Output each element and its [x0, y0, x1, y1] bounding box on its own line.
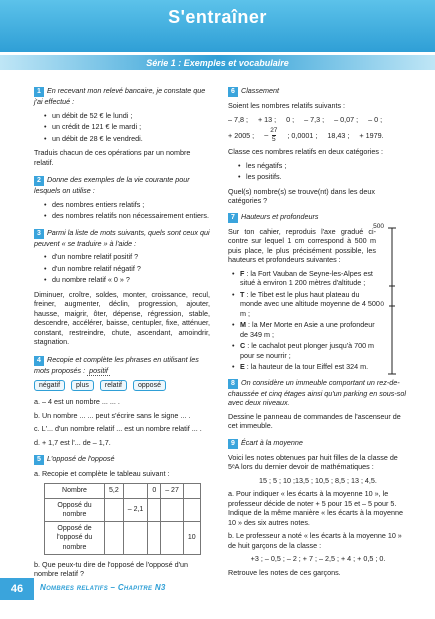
- list-item: • des nombres relatifs non nécessairement entiers.: [44, 211, 210, 221]
- list-item: • un débit de 28 € le vendredi.: [44, 134, 210, 144]
- axis-label-0: 0: [380, 300, 384, 308]
- exercise-7-question: [228, 212, 408, 223]
- exercise-number: 6: [228, 87, 238, 97]
- question-text: Classement: [241, 86, 279, 95]
- question-text: Donne des exemples de la vie courante pour lesquels on utilise :: [34, 175, 190, 195]
- exercise-3-list: [44, 252, 210, 285]
- table-cell: – 2,1: [123, 498, 148, 521]
- exercise-3-question: [34, 228, 210, 249]
- item-text: le cachalot peut plonger jusqu'à 700 m pour se nourrir ;: [240, 341, 375, 360]
- exercise-7: [228, 212, 408, 372]
- right-column: [228, 86, 408, 581]
- item-letter: M: [240, 320, 246, 329]
- axis-label-500: 500: [373, 222, 384, 230]
- list-item: • d'un nombre relatif négatif ?: [44, 264, 210, 274]
- exercise-4-question: [34, 355, 210, 377]
- table-cell: [123, 483, 148, 498]
- question-text: Recopie et complète les phrases en utilisant les mots proposés :: [34, 354, 199, 375]
- exercise-number: 2: [34, 176, 44, 186]
- exercise-9-b: b. Le professeur a noté « les écarts à la moyenne 10 » de huit garçons de la classe :: [228, 531, 402, 550]
- table-cell: – 27: [161, 483, 184, 498]
- exercise-5-question-b: b. Que peux-tu dire de l'opposé de l'opposé d'un nombre relatif ?: [34, 559, 188, 579]
- number-item: – 0,07 ;: [334, 114, 359, 124]
- table-cell: [183, 498, 200, 521]
- item-letter: E: [240, 362, 245, 371]
- item-text: le Tibet est le plus haut plateau du monde avec une altitude moyenne de 4 500 m ;: [240, 289, 380, 318]
- sentence-a: a. – 4 est un nombre ... ... .: [34, 397, 120, 407]
- number-item: 18,43 ;: [327, 130, 350, 140]
- sentence-b: b. Un nombre ... ... peut s'écrire sans le signe ... .: [34, 410, 191, 420]
- table-row: [45, 522, 201, 555]
- table-cell: [148, 522, 161, 555]
- page-header: [0, 0, 435, 52]
- list-item: • E : la hauteur de la tour Eiffel est 324 m.: [232, 362, 380, 372]
- sentence-c: c. L'... d'un nombre relatif ... est un nombre relatif ... .: [34, 424, 202, 434]
- list-item: • T : le Tibet est le plus haut plateau du monde avec une altitude moyenne de 4 500 m ;: [232, 290, 380, 319]
- axis-svg: [386, 226, 412, 376]
- exercise-number: 4: [34, 356, 44, 366]
- item-text: la hauteur de la tour Eiffel est 324 m.: [250, 362, 369, 371]
- number-item: + 2005 ;: [228, 130, 255, 140]
- exercise-6-question: [228, 86, 408, 97]
- word-tag: négatif: [34, 380, 65, 391]
- exercise-9-c: Retrouve les notes de ces garçons.: [228, 567, 341, 577]
- table-cell: [161, 522, 184, 555]
- page-number: 46: [0, 578, 34, 600]
- fraction: [270, 128, 277, 143]
- exercise-2-list: [44, 200, 210, 221]
- graduated-axis: [373, 222, 412, 376]
- exercise-7-text: Sur ton cahier, reproduis l'axe gradué ci-contre sur lequel 1 cm correspond à 500 m puis place, le plus précisément possible, les hauteurs et profondeurs suivantes :: [228, 226, 376, 264]
- table-cell: [123, 522, 148, 555]
- table-cell: [105, 498, 124, 521]
- sentence-d: d. + 1,7 est l'... de – 1,7.: [34, 437, 111, 447]
- number-item: – 7,3 ;: [304, 114, 325, 124]
- number-item: – $\frac{27}{5}$: [264, 127, 278, 143]
- list-item: • les positifs.: [238, 172, 408, 182]
- page-footer: [0, 578, 435, 602]
- number-item: + 13 ;: [257, 114, 277, 124]
- exercise-3-words: Diminuer, croître, soldes, monter, croissance, recul, freiner, augmenter, déclin, progression, ajouter, hausse, maigrir, ôter, dépense, régression, stable, descendre, accélérer, baisse, centupler, fixe, atténuer, constant, restreindre, chute, ascendant, amoindrir, stagnation.: [34, 289, 210, 346]
- word-tags: [34, 380, 210, 391]
- table-cell: 10: [183, 522, 200, 555]
- exercise-7-list: [232, 269, 380, 372]
- question-text: L'opposé de l'opposé: [47, 454, 115, 464]
- opposite-table: [44, 483, 201, 555]
- item-text: la Fort Vauban de Seyne-les-Alpes est situé à environ 1 200 mètres d'altitude ;: [240, 268, 373, 287]
- list-item: • un débit de 52 € le lundi ;: [44, 111, 210, 121]
- exercise-6-text-3: Quel(s) nombre(s) se trouve(nt) dans les deux catégories ?: [228, 186, 376, 205]
- fraction-numerator: 27: [270, 127, 278, 134]
- question-text: Hauteurs et profondeurs: [241, 211, 319, 221]
- table-cell: Opposé du nombre: [45, 498, 105, 521]
- example-word: positif: [89, 365, 108, 375]
- list-item: • un crédit de 121 € le mardi ;: [44, 122, 210, 132]
- gaps-list: +3 ; – 0,5 ; – 2 ; + 7 ; – 2,5 ; + 4 ; + 0,5 ; 0.: [250, 554, 386, 563]
- item-letter: F: [240, 268, 245, 278]
- series-title: Série 1 : Exemples et vocabulaire: [146, 58, 289, 68]
- exercise-number: 7: [228, 213, 238, 223]
- table-cell: 0: [148, 483, 161, 498]
- exercise-number: 3: [34, 229, 44, 239]
- table-row: [45, 498, 201, 521]
- exercise-1-list: [44, 111, 210, 144]
- exercise-8-text: Dessine le panneau de commandes de l'ascenseur de cet immeuble.: [228, 411, 401, 430]
- exercise-5-instruction: a. Recopie et complète le tableau suivant :: [34, 469, 170, 479]
- page-title: S'entraîner: [168, 7, 267, 27]
- number-item: 0 ;: [286, 114, 295, 124]
- item-text: la Mer Morte en Asie a une profondeur de 349 m ;: [240, 320, 375, 339]
- number-item: – 0 ;: [368, 114, 383, 124]
- list-item: • du nombre relatif « 0 » ?: [44, 275, 210, 285]
- list-item: • des nombres entiers relatifs ;: [44, 200, 210, 210]
- exercise-8-question: [228, 378, 408, 408]
- list-item: • les négatifs ;: [238, 161, 408, 171]
- list-item: • M : la Mer Morte en Asie a une profondeur de 349 m ;: [232, 320, 380, 339]
- left-column: [34, 86, 210, 583]
- word-tag: plus: [71, 380, 94, 391]
- item-letter: C: [240, 341, 246, 350]
- list-item: • d'un nombre relatif positif ?: [44, 252, 210, 262]
- chapter-title: Nombres relatifs – Chapitre N3: [40, 583, 166, 592]
- number-item: + 1979.: [359, 130, 384, 140]
- exercise-1-text: Traduis chacun de ces opérations par un nombre relatif.: [34, 148, 191, 167]
- word-tag: relatif: [100, 380, 127, 391]
- exercise-9-question: [228, 438, 408, 449]
- table-cell: [183, 483, 200, 498]
- exercise-6-text: Soient les nombres relatifs suivants :: [228, 101, 346, 110]
- exercise-number: 1: [34, 87, 44, 97]
- exercise-9-a: a. Pour indiquer « les écarts à la moyenne 10 », le professeur décide de noter + 5 pour 15 et – 5 pour 5. Indique de la même manière « les écarts à la moyenne 10 » des six autres notes.: [228, 489, 403, 527]
- exercise-9-text: Voici les notes obtenues par huit filles de la classe de 5ᵉA lors du dernier devoir de mathématiques :: [228, 452, 398, 471]
- list-item: • F : la Fort Vauban de Seyne-les-Alpes est situé à environ 1 200 mètres d'altitude ;: [232, 269, 380, 288]
- exercise-2-question: [34, 175, 210, 196]
- table-row: [45, 483, 201, 498]
- table-cell: [161, 498, 184, 521]
- exercise-number: 5: [34, 455, 44, 465]
- question-text: En recevant mon relevé bancaire, je constate que j'ai effectué :: [34, 86, 206, 106]
- exercise-1-question: [34, 86, 210, 107]
- exercise-number: 9: [228, 439, 238, 449]
- question-text: On considère un immeuble comportant un rez-de-chaussée et cinq étages ainsi qu'un parking en sous-sol avec deux niveaux.: [228, 377, 406, 407]
- exercise-6-list: [238, 161, 408, 182]
- list-item: • C : le cachalot peut plonger jusqu'à 700 m pour se nourrir ;: [232, 341, 380, 360]
- table-cell: [105, 522, 124, 555]
- number-list-1: [228, 115, 408, 125]
- number-item: – 7,8 ;: [228, 114, 248, 124]
- table-cell: 5,2: [105, 483, 124, 498]
- exercise-number: 8: [228, 379, 238, 389]
- table-cell: Nombre: [45, 483, 105, 498]
- word-tag: opposé: [133, 380, 166, 391]
- question-text: Écart à la moyenne: [241, 437, 303, 447]
- notes-list: 15 ; 5 ; 10 ;13,5 ; 10,5 ; 8,5 ; 13 ; 4,5.: [259, 475, 377, 485]
- fraction-denominator: 5: [271, 135, 276, 143]
- table-cell: Opposé de l'opposé du nombre: [45, 522, 105, 555]
- exercise-5-question: [34, 454, 210, 465]
- question-text: Parmi la liste de mots suivants, quels sont ceux qui peuvent « se traduire » à l'aide :: [34, 227, 210, 248]
- number-item: ; 0,0001 ;: [287, 130, 318, 140]
- exercise-6-text-2: Classe ces nombres relatifs en deux catégories :: [228, 147, 384, 156]
- item-letter: T: [240, 289, 245, 299]
- table-cell: [148, 498, 161, 521]
- number-list-2: [228, 128, 408, 143]
